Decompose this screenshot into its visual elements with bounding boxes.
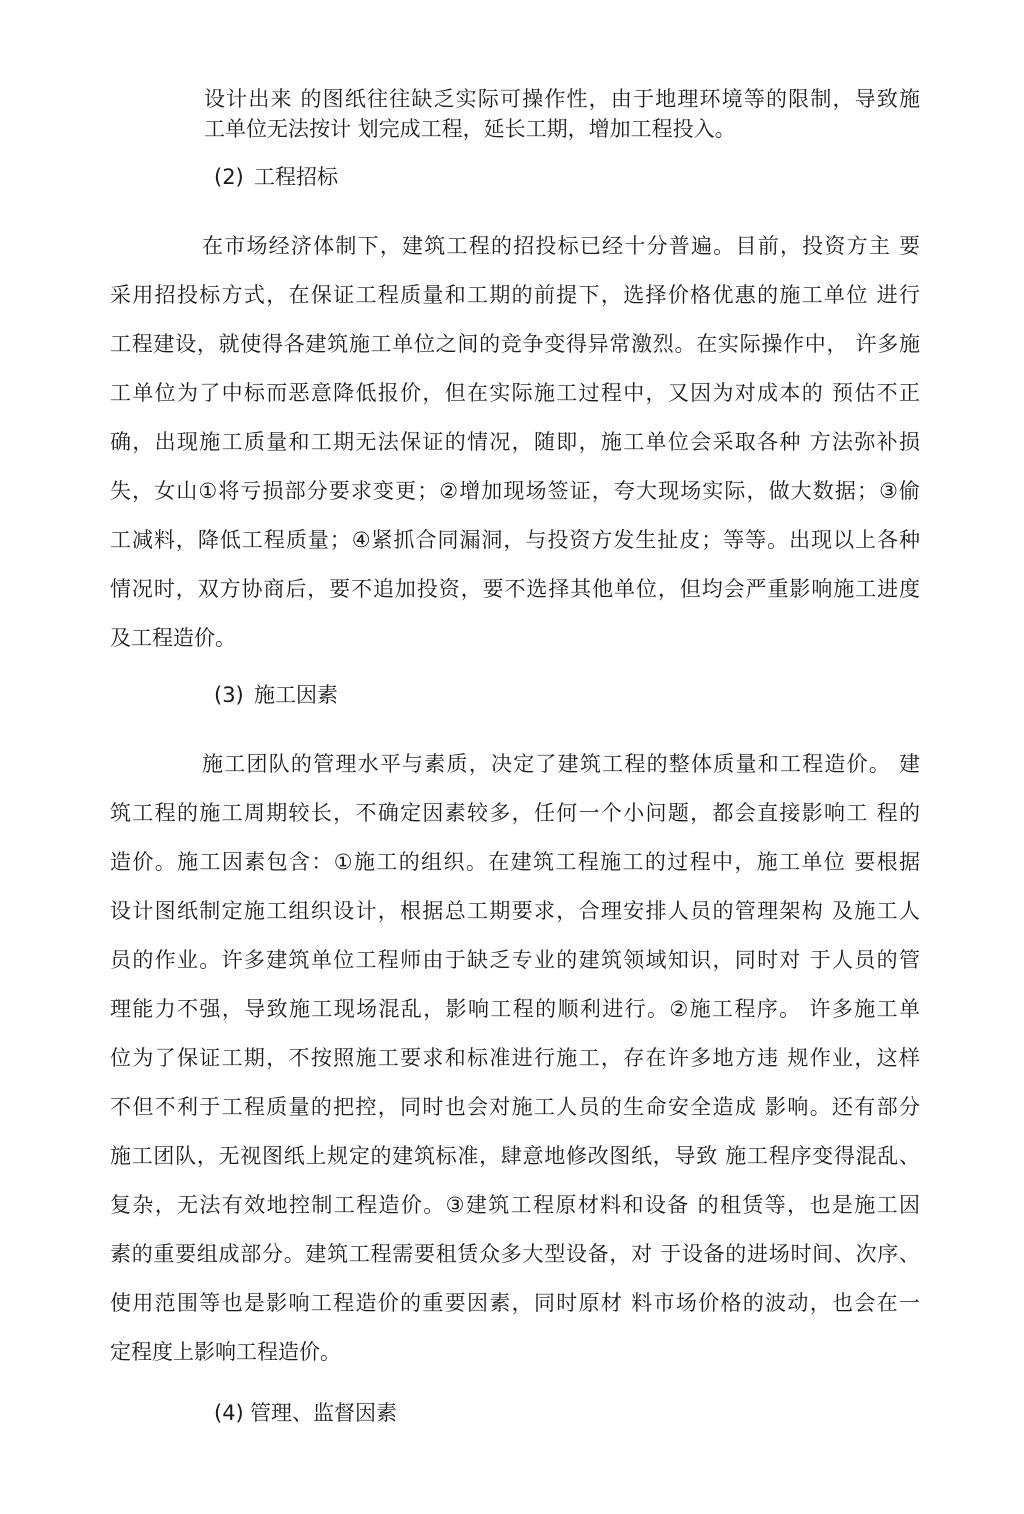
paragraph-line: 素的重要组成部分。建筑工程需要租赁众多大型设备，对 于设备的进场时间、次序、 [110,1242,920,1266]
paragraph-line: 设计出来 的图纸往往缺乏实际可操作性，由于地理环境等的限制，导致施 [204,87,920,111]
paragraph-line: 不但不利于工程质量的把控，同时也会对施工人员的生命安全造成 影响。还有部分 [110,1095,920,1119]
section-number: (3) [214,683,244,707]
section-heading-2 [214,162,338,192]
paragraph-line: 施工团队的管理水平与素质，决定了建筑工程的整体质量和工程造价。 建 [202,752,920,776]
section-title: 施工因素 [254,683,338,707]
paragraph-line: 在市场经济体制下，建筑工程的招投标已经十分普遍。目前，投资方主 要 [202,234,920,258]
paragraph-line: 造价。施工因素包含：①施工的组织。在建筑工程施工的过程中，施工单位 要根据 [110,850,920,874]
paragraph-line: 情况时，双方协商后，要不追加投资，要不选择其他单位，但均会严重影响施工进度 [110,577,920,601]
paragraph-line: 定程度上影响工程造价。 [110,1340,341,1364]
section-2-paragraph [110,222,920,663]
paragraph-line: 复杂，无法有效地控制工程造价。③建筑工程原材料和设备 的租赁等，也是施工因 [110,1193,920,1217]
section-number: (2) [214,165,244,189]
paragraph-line: 位为了保证工期，不按照施工要求和标准进行施工，存在许多地方违 规作业，这样 [110,1046,920,1070]
paragraph-line: 工单位无法按计 划完成工程，延长工期，增加工程投入。 [204,117,736,141]
paragraph-line: 设计图纸制定施工组织设计，根据总工期要求，合理安排人员的管理架构 及施工人 [110,899,920,923]
section-3-paragraph [110,740,920,1377]
section-title: 工程招标 [254,165,338,189]
intro-paragraph [204,84,920,144]
paragraph-line: 确，出现施工质量和工期无法保证的情况，随即，施工单位会采取各种 方法弥补损 [110,430,920,454]
section-number: (4) [214,1401,244,1425]
section-heading-3 [214,680,338,710]
paragraph-line: 员的作业。许多建筑单位工程师由于缺乏专业的建筑领域知识，同时对 于人员的管 [110,948,920,972]
paragraph-line: 筑工程的施工周期较长，不确定因素较多，任何一个小问题，都会直接影响工 程的 [110,801,920,825]
paragraph-line: 及工程造价。 [110,626,236,650]
paragraph-line: 失，女山①将亏损部分要求变更；②增加现场签证，夸大现场实际，做大数据；③偷 [110,479,920,503]
paragraph-line: 工单位为了中标而恶意降低报价，但在实际施工过程中，又因为对成本的 预估不正 [110,381,920,405]
paragraph-line: 使用范围等也是影响工程造价的重要因素，同时原材 料市场价格的波动，也会在一 [110,1291,920,1315]
paragraph-line: 理能力不强，导致施工现场混乱，影响工程的顺利进行。②施工程序。 许多施工单 [110,997,920,1021]
paragraph-line: 工减料，降低工程质量；④紧抓合同漏洞，与投资方发生扯皮；等等。出现以上各种 [110,528,920,552]
paragraph-line: 工程建设，就使得各建筑施工单位之间的竞争变得异常激烈。在实际操作中， 许多施 [110,332,921,356]
section-heading-4 [214,1398,397,1428]
paragraph-line: 施工团队，无视图纸上规定的建筑标准，肆意地修改图纸，导致 施工程序变得混乱、 [110,1144,920,1168]
paragraph-line: 采用招投标方式，在保证工程质量和工期的前提下，选择价格优惠的施工单位 进行 [110,283,920,307]
section-title: 管理、监督因素 [250,1401,397,1425]
